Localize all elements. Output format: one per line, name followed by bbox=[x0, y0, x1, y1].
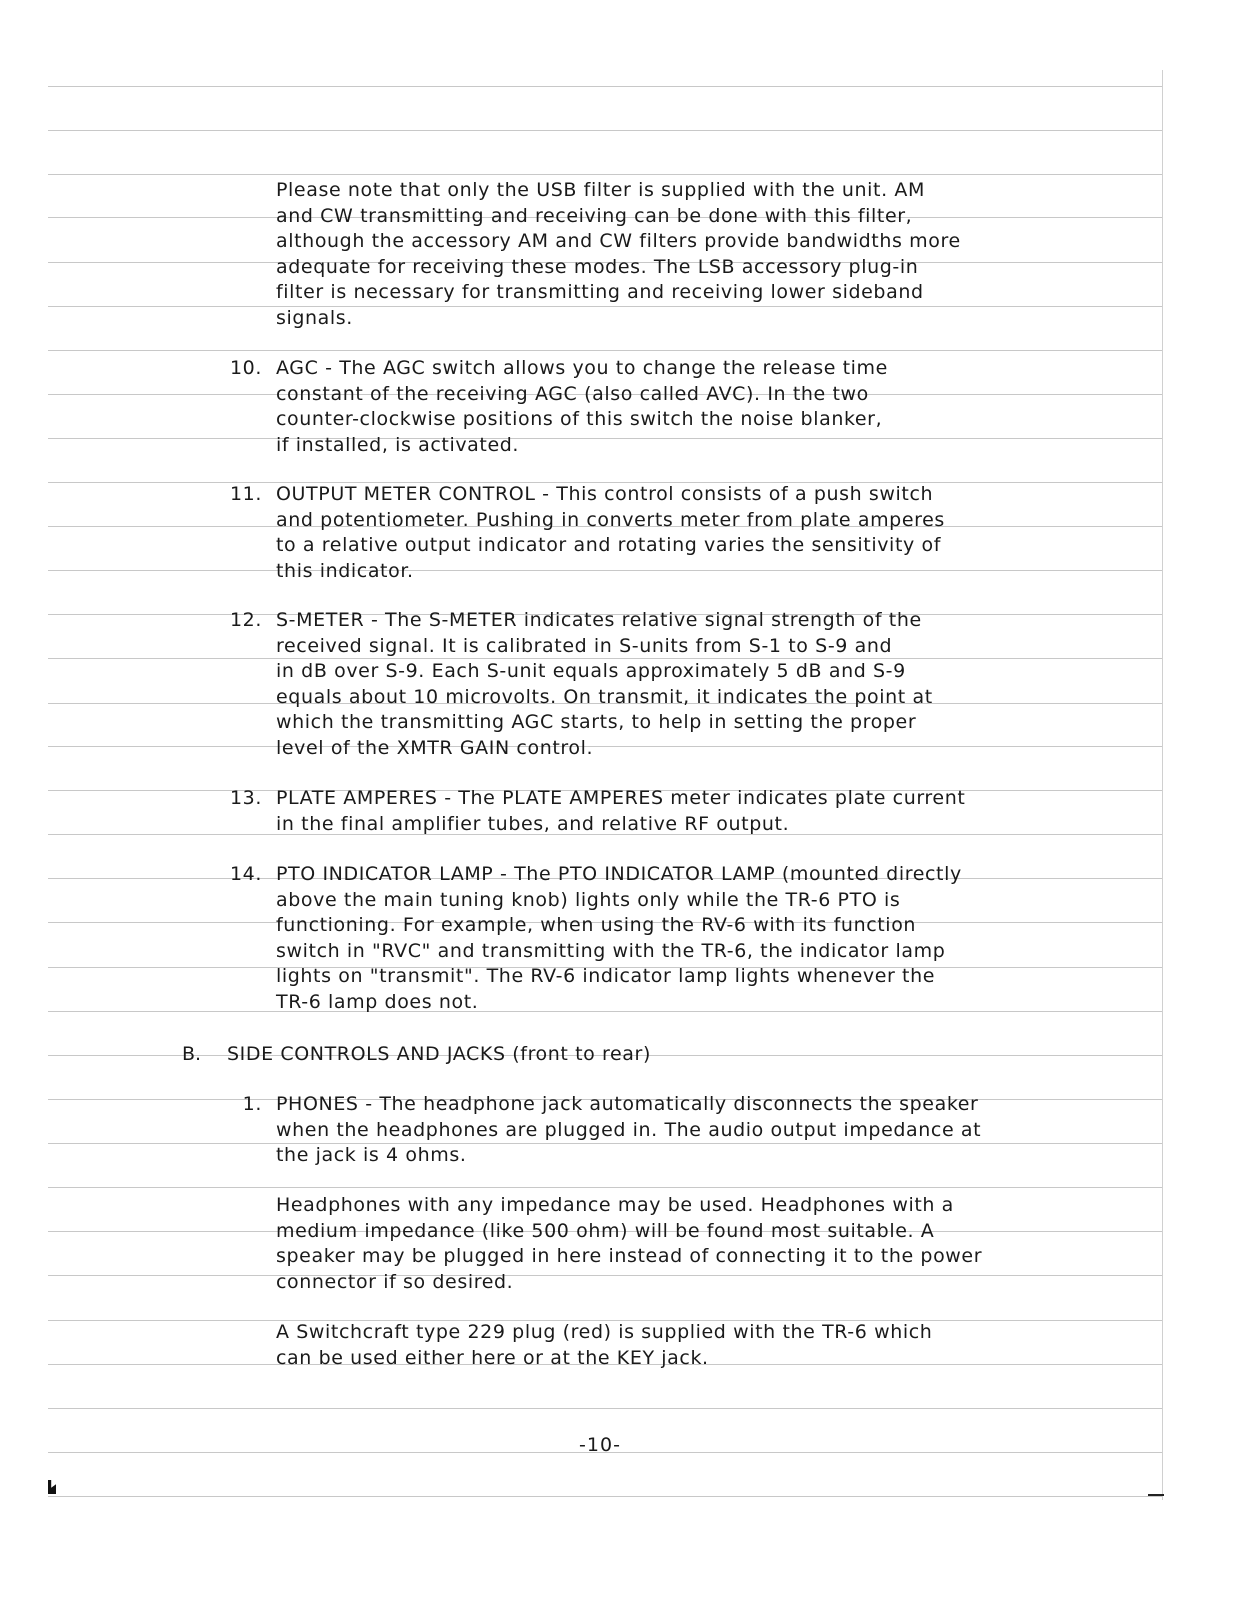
intro-paragraph: Please note that only the USB filter is supplied with the unit. AM and CW transmitting and receiving can be done with this filter, although the accessory AM and CW filters provide bandwidths more adequate for receiving these modes. The LSB accessory plug-in filter is necessary for transmitting and receiving lower sideband signals. bbox=[276, 179, 961, 329]
scan-mark bbox=[48, 1480, 56, 1494]
item-number-14: 14. bbox=[229, 863, 262, 885]
switchcraft-paragraph: A Switchcraft type 229 plug (red) is supplied with the TR-6 which can be used either here or at the KEY jack. bbox=[276, 1321, 933, 1369]
item-number-13: 13. bbox=[229, 787, 262, 809]
item-text-phones: PHONES - The headphone jack automatically disconnects the speaker when the headphones are plugged in. The audio output impedance at the jack is 4 ohms. bbox=[276, 1093, 982, 1167]
item-text-plate-amperes: PLATE AMPERES - The PLATE AMPERES meter indicates plate current in the final amplifier tubes, and relative RF output. bbox=[276, 787, 966, 835]
item-number-1: 1. bbox=[242, 1093, 262, 1115]
section-letter: B. bbox=[182, 1043, 202, 1065]
page-number: -10- bbox=[579, 1434, 621, 1456]
item-text-agc: AGC - The AGC switch allows you to change the release time constant of the receiving AGC (also called AVC). In the two counter-clockwise positions of this switch the noise blanker, if installed, is activated. bbox=[276, 357, 888, 456]
item-text-output-meter-control: OUTPUT METER CONTROL - This control consists of a push switch and potentiometer. Pushing in converts meter from plate amperes to a relative output indicator and rotating varies the sensitivity of this indicator. bbox=[276, 483, 945, 582]
item-number-12: 12. bbox=[229, 609, 262, 631]
section-title: SIDE CONTROLS AND JACKS (front to rear) bbox=[227, 1043, 651, 1065]
item-text-pto-indicator-lamp: PTO INDICATOR LAMP - The PTO INDICATOR LAMP (mounted directly above the main tuning knob) lights only while the TR-6 PTO is functioning. For example, when using the RV-6 with its function switch in "RVC" and transmitting with the TR-6, the indicator lamp lights on "transmit". The RV-6 indicator lamp lights whenever the TR-6 lamp does not. bbox=[276, 863, 962, 1013]
item-text-s-meter: S-METER - The S-METER indicates relative signal strength of the received signal. It is calibrated in S-units from S-1 to S-9 and in dB over S-9. Each S-unit equals approximately 5 dB and S-9 equals about 10 microvolts. On transmit, it indicates the point at which the transmitting AGC starts, to help in setting the proper level of the XMTR GAIN control. bbox=[276, 609, 933, 759]
headphones-paragraph: Headphones with any impedance may be used. Headphones with a medium impedance (like 500 ohm) will be found most suitable. A speaker may be plugged in here instead of connecting it to the power connector if so desired. bbox=[276, 1194, 983, 1293]
item-number-11: 11. bbox=[229, 483, 262, 505]
edge-dash bbox=[1148, 1494, 1164, 1496]
item-number-10: 10. bbox=[229, 357, 262, 379]
